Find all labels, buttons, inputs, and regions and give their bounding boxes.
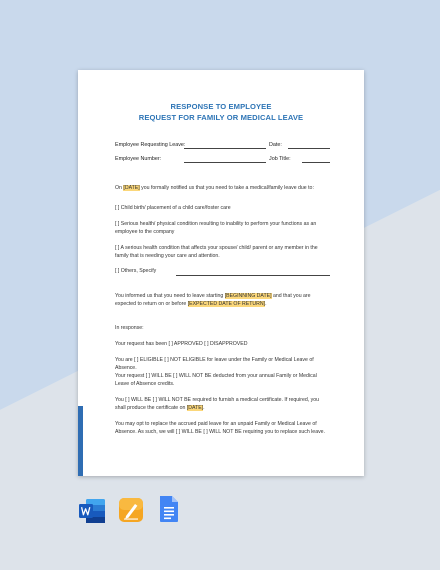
- intro-prefix: On: [115, 185, 124, 191]
- document-title-line2: REQUEST FOR FAMILY OR MEDICAL LEAVE: [138, 113, 304, 122]
- certificate-text: You [ ] WILL BE [ ] WILL NOT BE required to furnish a medical certificate. If required, you shall produce the certificate on: [115, 397, 320, 412]
- option-child-birth: [ ] Child birth/ placement of a child care/foster care: [115, 205, 231, 211]
- response-approval: Your request has been [ ] APPROVED [ ] DISAPPROVED: [115, 341, 248, 347]
- intro-date-highlight: [DATE]: [123, 185, 140, 191]
- intro-suffix: you formally notified us that you need to take a medical/family leave due to:: [139, 185, 314, 191]
- leave-text-1: You informed us that you need to leave starting: [115, 293, 225, 299]
- employee-number-label: Employee Number:: [115, 156, 162, 162]
- response-certificate: [115, 396, 330, 413]
- job-title-line: [302, 162, 330, 163]
- response-deduction: Your request [ ] WILL BE [ ] WILL NOT BE deducted from your annual Family or Medical Leave of Absence credits.: [115, 373, 317, 388]
- pages-icon[interactable]: [118, 497, 144, 523]
- word-icon[interactable]: [78, 498, 106, 524]
- page-accent-bar: [78, 406, 83, 476]
- google-docs-icon[interactable]: [158, 495, 180, 523]
- others-specify-line: [176, 275, 330, 276]
- certificate-text-end: .: [203, 405, 205, 412]
- date-line: [288, 148, 330, 149]
- employee-requesting-label: Employee Requesting Leave:: [115, 142, 186, 148]
- in-response-label: In response:: [115, 325, 144, 331]
- leave-text-3: .: [265, 301, 267, 308]
- leave-text-2: and that you are expected to return on or before: [115, 293, 311, 308]
- leave-dates-paragraph: [115, 292, 330, 309]
- employee-number-line: [184, 162, 266, 163]
- response-eligibility: You are [ ] ELIGIBLE [ ] NOT ELIGIBLE for leave under the Family or Medical Leave of Absence.: [115, 357, 314, 372]
- response-replace-leave: You may opt to replace the accrued paid leave for an unpaid Family or Medical Leave of Absence. As such, we will [ ] WILL BE [ ] WILL NOT BE requiring you to replace such leave.: [115, 421, 325, 436]
- job-title-label: Job Title:: [269, 156, 291, 162]
- option-family-member: [ ] A serious health condition that affects your spouse/ child/ parent or any member in the family that is needing your care and attention.: [115, 245, 318, 260]
- certificate-date-highlight: [DATE]: [186, 405, 204, 412]
- document-page: [78, 70, 364, 476]
- document-title-line1: RESPONSE TO EMPLOYEE: [170, 102, 272, 111]
- option-health-condition: [ ] Serious health/ physical condition resulting to inability to perform your functions as an employee to the company: [115, 221, 317, 236]
- intro-paragraph: [115, 184, 330, 192]
- beginning-date-highlight: [BEGINNING DATE]: [224, 293, 272, 299]
- option-others: [ ] Others, Specify: [115, 268, 157, 274]
- employee-requesting-line: [184, 148, 266, 149]
- return-date-highlight: [EXPECTED DATE OF RETURN]: [187, 301, 266, 308]
- date-label: Date:: [269, 142, 282, 148]
